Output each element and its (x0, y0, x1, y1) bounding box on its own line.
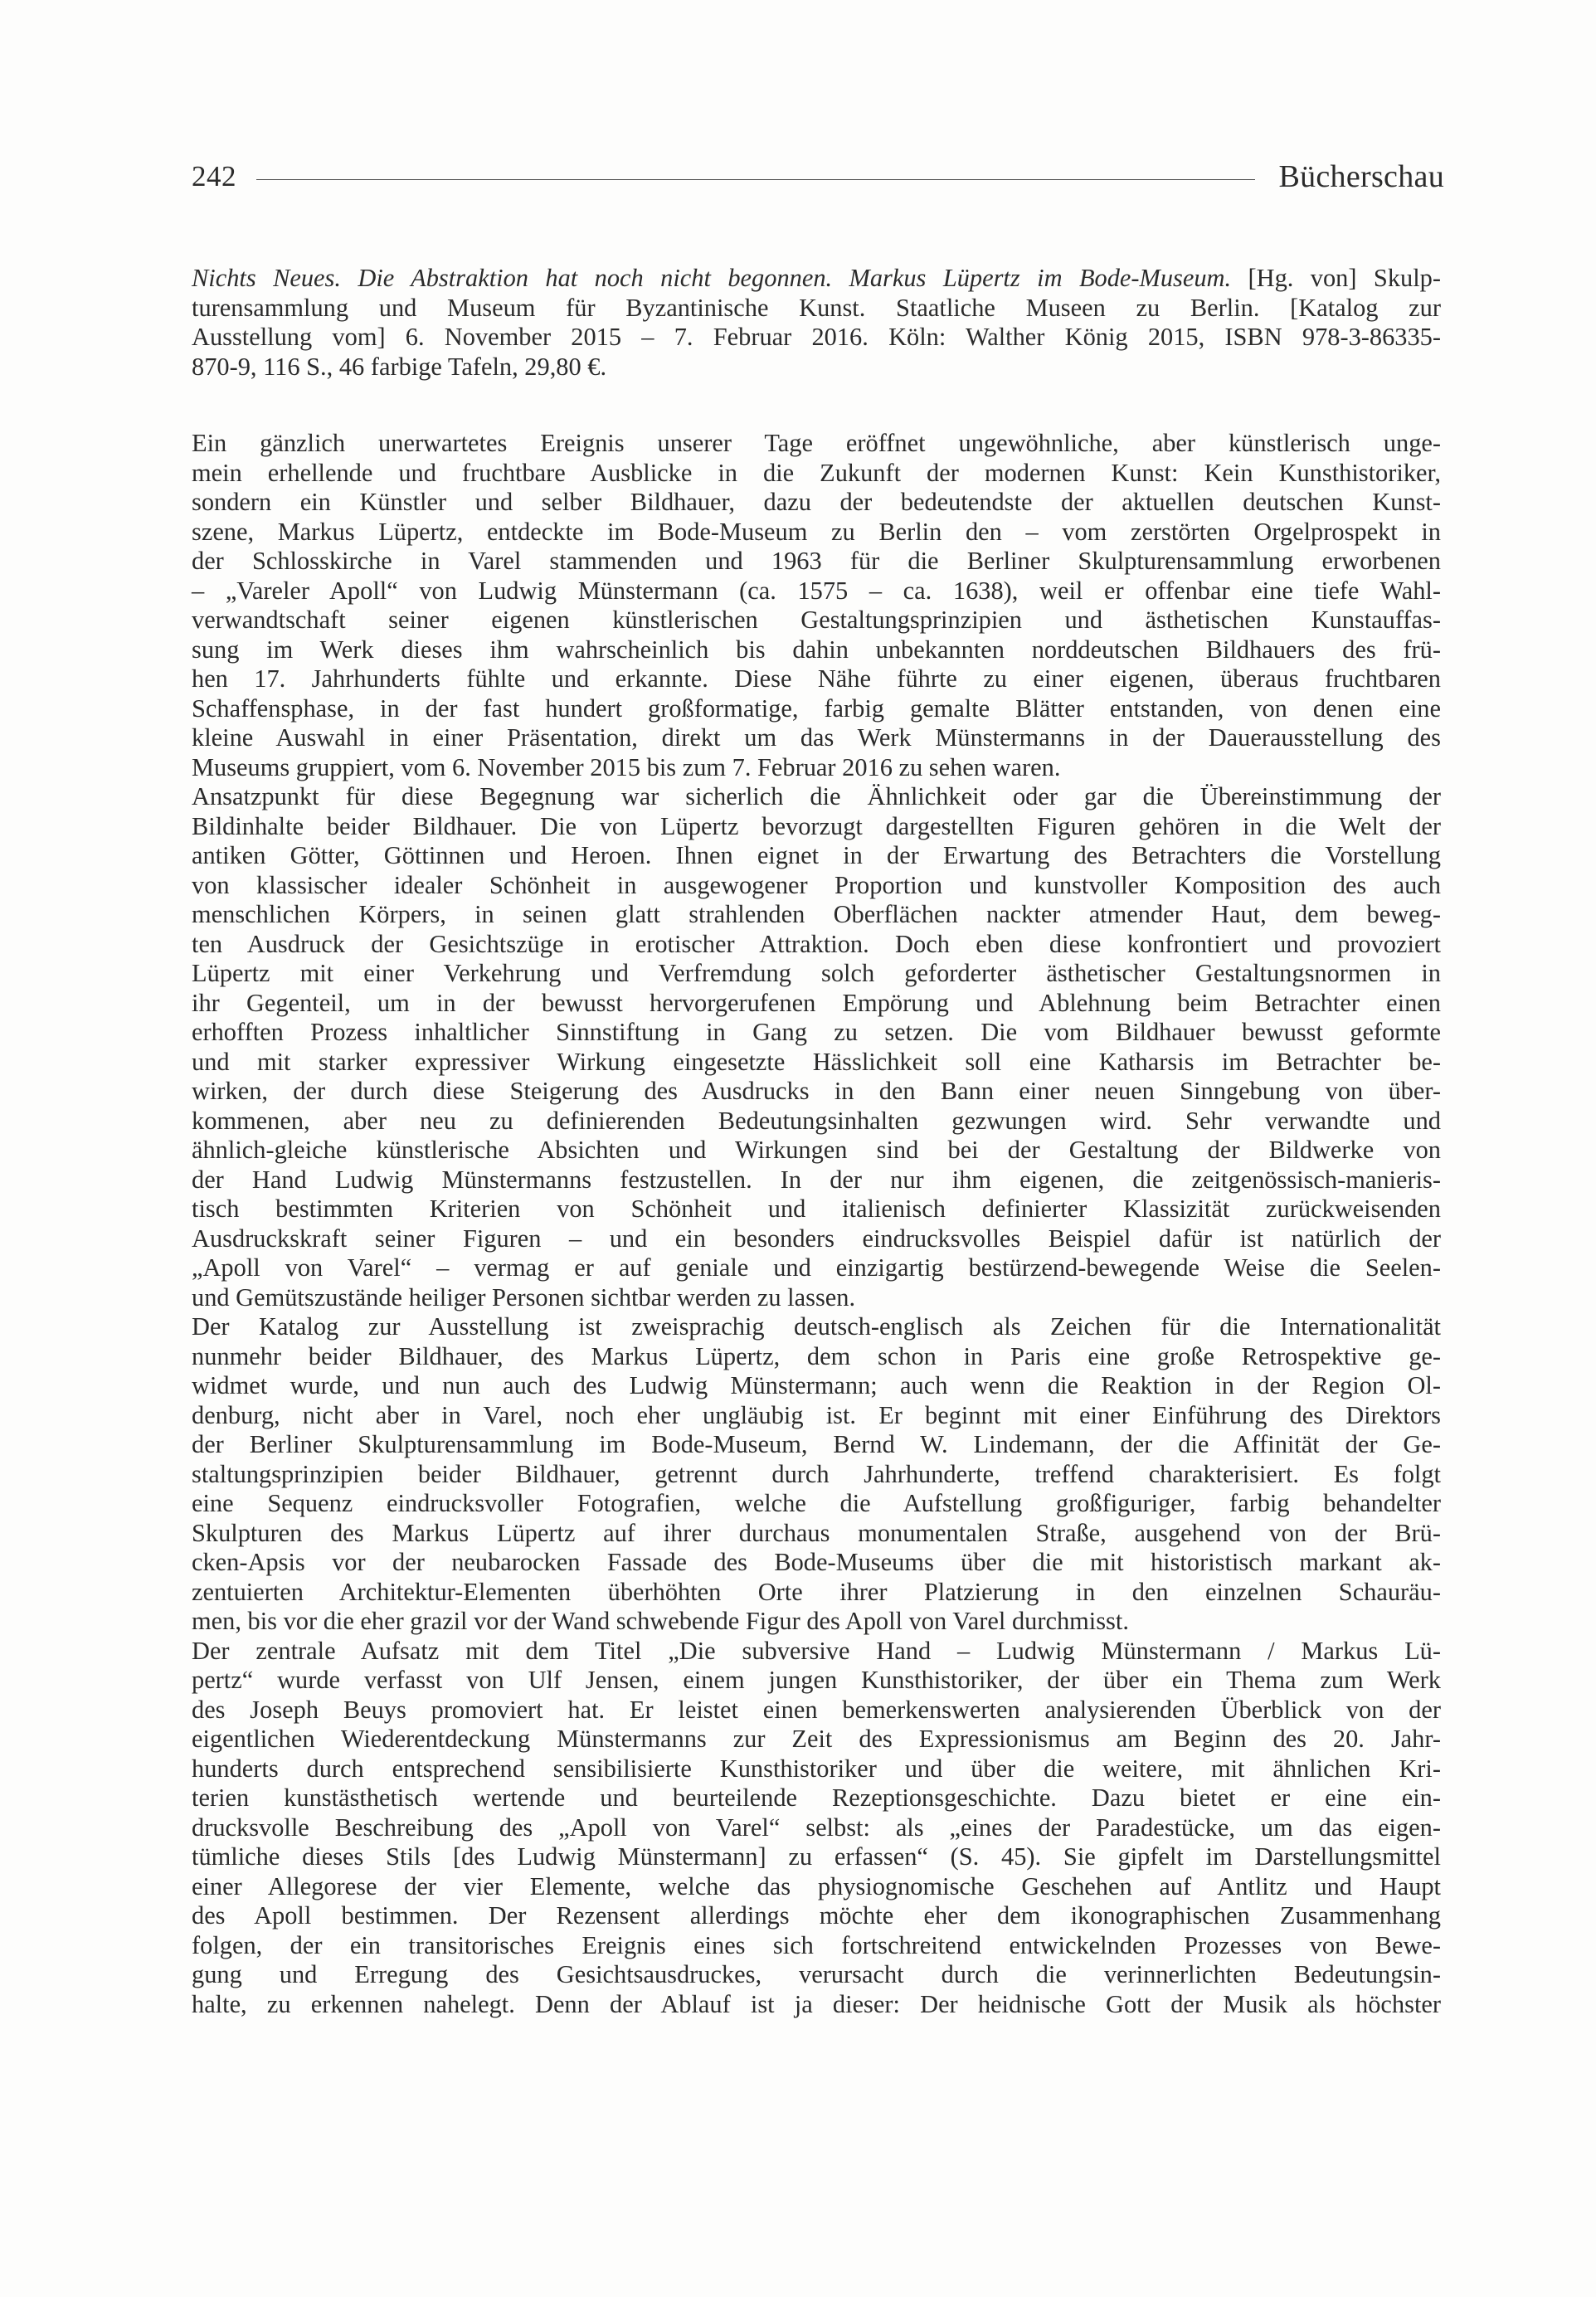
body-line: men, bis vor die eher grazil vor der Wand schwebende Figur des Apoll von Varel durchmisst. (192, 1607, 1129, 1635)
body-line: des Joseph Beuys promoviert hat. Er leistet einen bemerkenswerten analysierenden Überblick von der (192, 1695, 1441, 1724)
body-line: Der zentrale Aufsatz mit dem Titel „Die subversive Hand – Ludwig Münstermann / Markus Lü- (192, 1636, 1441, 1665)
body-line: der Berliner Skulpturensammlung im Bode-Museum, Bernd W. Lindemann, der die Affinität der Ge- (192, 1430, 1441, 1458)
body-line: ten Ausdruck der Gesichtszüge in erotischer Attraktion. Doch eben diese konfrontiert und provoziert (192, 929, 1441, 958)
citation-line: 870-9, 116 S., 46 farbige Tafeln, 29,80 €. (192, 352, 607, 381)
body-line: Ausdruckskraft seiner Figuren – und ein besonders eindrucksvolles Beispiel dafür ist natürlich der (192, 1224, 1441, 1253)
body-line: menschlichen Körpers, in seinen glatt strahlenden Oberflächen nackter atmender Haut, dem beweg- (192, 900, 1441, 928)
citation-text: [Hg. von] Skulp- (1231, 264, 1441, 292)
body-line: ihr Gegenteil, um in der bewusst hervorgerufenen Empörung und Ablehnung beim Betrachter einen (192, 988, 1441, 1017)
body-line: terien kunstästhetisch wertende und beurteilende Rezeptionsgeschichte. Dazu bietet er eine ein- (192, 1784, 1441, 1812)
body-line: tümliche dieses Stils [des Ludwig Münstermann] zu erfassen“ (S. 45). Sie gipfelt im Darstellungsmittel (192, 1842, 1441, 1871)
body-line: kleine Auswahl in einer Präsentation, direkt um das Werk Münstermanns in der Dauerausstellung des (192, 723, 1441, 752)
body-line: denburg, nicht aber in Varel, noch eher ungläubig ist. Er beginnt mit einer Einführung des Direktors (192, 1400, 1441, 1429)
citation-title: Nichts Neues. Die Abstraktion hat noch nicht begonnen. Markus Lüpertz im Bode-Museum. (192, 264, 1232, 292)
body-line: gung und Erregung des Gesichtsausdruckes, verursacht durch die verinnerlichten Bedeutungsin- (192, 1960, 1441, 1988)
body-line: widmet wurde, und nun auch des Ludwig Münstermann; auch wenn die Reaktion in der Region Ol- (192, 1371, 1441, 1399)
body-line: eigentlichen Wiederentdeckung Münstermanns zur Zeit des Expressionismus am Beginn des 20. Jahr- (192, 1725, 1441, 1753)
body-line: sung im Werk dieses ihm wahrscheinlich bis dahin unbekannten norddeutschen Bildhauers des frü- (192, 635, 1441, 664)
body-line: nunmehr beider Bildhauer, des Markus Lüpertz, dem schon in Paris eine große Retrospektive ge- (192, 1341, 1441, 1370)
body-line: Museums gruppiert, vom 6. November 2015 bis zum 7. Februar 2016 zu sehen waren. (192, 752, 1061, 781)
header-rule (256, 179, 1255, 180)
body-line: Bildinhalte beider Bildhauer. Die von Lüpertz bevorzugt dargestellten Figuren gehören in die Welt der (192, 811, 1441, 840)
body-line: sondern ein Künstler und selber Bildhauer, dazu der bedeutendste der aktuellen deutschen Kunst- (192, 488, 1441, 516)
body-line: des Apoll bestimmen. Der Rezensent allerdings möchte eher dem ikonographischen Zusammenhang (192, 1901, 1441, 1930)
body-line: eine Sequenz eindrucksvoller Fotografien, welche die Aufstellung großfiguriger, farbig behandelter (192, 1489, 1441, 1517)
body-line: – „Vareler Apoll“ von Ludwig Münstermann (ca. 1575 – ca. 1638), weil er offenbar eine tiefe Wahl- (192, 576, 1441, 605)
body-line: szene, Markus Lüpertz, entdeckte im Bode-Museum zu Berlin den – vom zerstörten Orgelprospekt in (192, 517, 1441, 546)
body-line: hunderts durch entsprechend sensibilisierte Kunsthistoriker und über die weitere, mit ähnlichen Kri- (192, 1754, 1441, 1783)
body-line: cken-Apsis vor der neubarocken Fassade des Bode-Museums über die mit historistisch markant ak- (192, 1548, 1441, 1576)
page-number: 242 (192, 160, 236, 192)
body-line: und mit starker expressiver Wirkung eingesetzte Hässlichkeit soll eine Katharsis im Betrachter be- (192, 1047, 1441, 1076)
body-line: pertz“ wurde verfasst von Ulf Jensen, einem jungen Kunsthistoriker, der über ein Thema zum Werk (192, 1666, 1441, 1694)
body-line: zentuierten Architektur-Elementen überhöhten Orte ihrer Platzierung in den einzelnen Schauräu- (192, 1577, 1441, 1606)
body-line: Skulpturen des Markus Lüpertz auf ihrer durchaus monumentalen Straße, ausgehend von der Brü- (192, 1518, 1441, 1547)
review-body (192, 429, 1441, 2019)
body-line: und Gemütszustände heiliger Personen sichtbar werden zu lassen. (192, 1282, 856, 1312)
citation-line: Ausstellung vom] 6. November 2015 – 7. Februar 2016. Köln: Walther König 2015, ISBN 978-3-86335- (192, 323, 1441, 351)
body-line: staltungsprinzipien beider Bildhauer, getrennt durch Jahrhunderte, treffend charakterisiert. Es folgt (192, 1459, 1441, 1488)
body-line: Ansatzpunkt für diese Begegnung war sicherlich die Ähnlichkeit oder gar die Übereinstimmung der (192, 782, 1441, 810)
body-line: halte, zu erkennen nahelegt. Denn der Ablauf ist ja dieser: Der heidnische Gott der Musik als höchster (192, 1989, 1441, 2018)
body-line: erhofften Prozess inhaltlicher Sinnstiftung in Gang zu setzen. Die vom Bildhauer bewusst geformte (192, 1018, 1441, 1046)
body-line: Der Katalog zur Ausstellung ist zweisprachig deutsch-englisch als Zeichen für die Internationalität (192, 1312, 1441, 1341)
citation-line: turensammlung und Museum für Byzantinische Kunst. Staatliche Museen zu Berlin. [Katalog zur (192, 293, 1441, 322)
body-line: verwandtschaft seiner eigenen künstlerischen Gestaltungsprinzipien und ästhetischen Kunstauffas- (192, 606, 1441, 634)
bibliographic-citation (192, 264, 1441, 382)
running-header (192, 153, 1444, 200)
body-line: mein erhellende und fruchtbare Ausblicke in die Zukunft der modernen Kunst: Kein Kunsthistoriker, (192, 458, 1441, 487)
body-line: hen 17. Jahrhunderts fühlte und erkannte. Diese Nähe führte zu einer eigenen, überaus fruchtbaren (192, 664, 1441, 693)
body-line: von klassischer idealer Schönheit in ausgewogener Proportion und kunstvoller Komposition des auch (192, 870, 1441, 899)
body-line: kommenen, aber neu zu definierenden Bedeutungsinhalten gezwungen wird. Sehr verwandte und (192, 1106, 1441, 1135)
body-line: tisch bestimmten Kriterien von Schönheit und italienisch definierter Klassizität zurückweisenden (192, 1195, 1441, 1223)
body-line: Ein gänzlich unerwartetes Ereignis unserer Tage eröffnet ungewöhnliche, aber künstlerisch unge- (192, 429, 1441, 457)
body-line: folgen, der ein transitorisches Ereignis eines sich fortschreitend entwickelnden Prozesses von Bewe- (192, 1930, 1441, 1959)
body-line: Schaffensphase, in der fast hundert großformatige, farbig gemalte Blätter entstanden, von denen eine (192, 693, 1441, 723)
body-line: „Apoll von Varel“ – vermag er auf geniale und einzigartig bestürzend-bewegende Weise die Seelen- (192, 1253, 1441, 1282)
body-line: wirken, der durch diese Steigerung des Ausdrucks in den Bann einer neuen Sinngebung von über- (192, 1077, 1441, 1105)
body-line: ähnlich-gleiche künstlerische Absichten und Wirkungen sind bei der Gestaltung der Bildwerke von (192, 1136, 1441, 1164)
section-title: Bücherschau (1278, 159, 1444, 194)
body-line: antiken Götter, Göttinnen und Heroen. Ihnen eignet in der Erwartung des Betrachters die Vorstellung (192, 841, 1441, 869)
body-line: der Schlosskirche in Varel stammenden und 1963 für die Berliner Skulpturensammlung erworbenen (192, 547, 1441, 575)
body-line: einer Allegorese der vier Elemente, welche das physiognomische Geschehen auf Antlitz und Haupt (192, 1871, 1441, 1900)
body-line: Lüpertz mit einer Verkehrung und Verfremdung solch geforderter ästhetischer Gestaltungsnormen in (192, 959, 1441, 987)
body-line: der Hand Ludwig Münstermanns festzustellen. In der nur ihm eigenen, die zeitgenössisch-manieris- (192, 1165, 1441, 1194)
citation-line (192, 264, 1441, 294)
body-line: drucksvolle Beschreibung des „Apoll von Varel“ selbst: als „eines der Paradestücke, um das eigen- (192, 1813, 1441, 1842)
